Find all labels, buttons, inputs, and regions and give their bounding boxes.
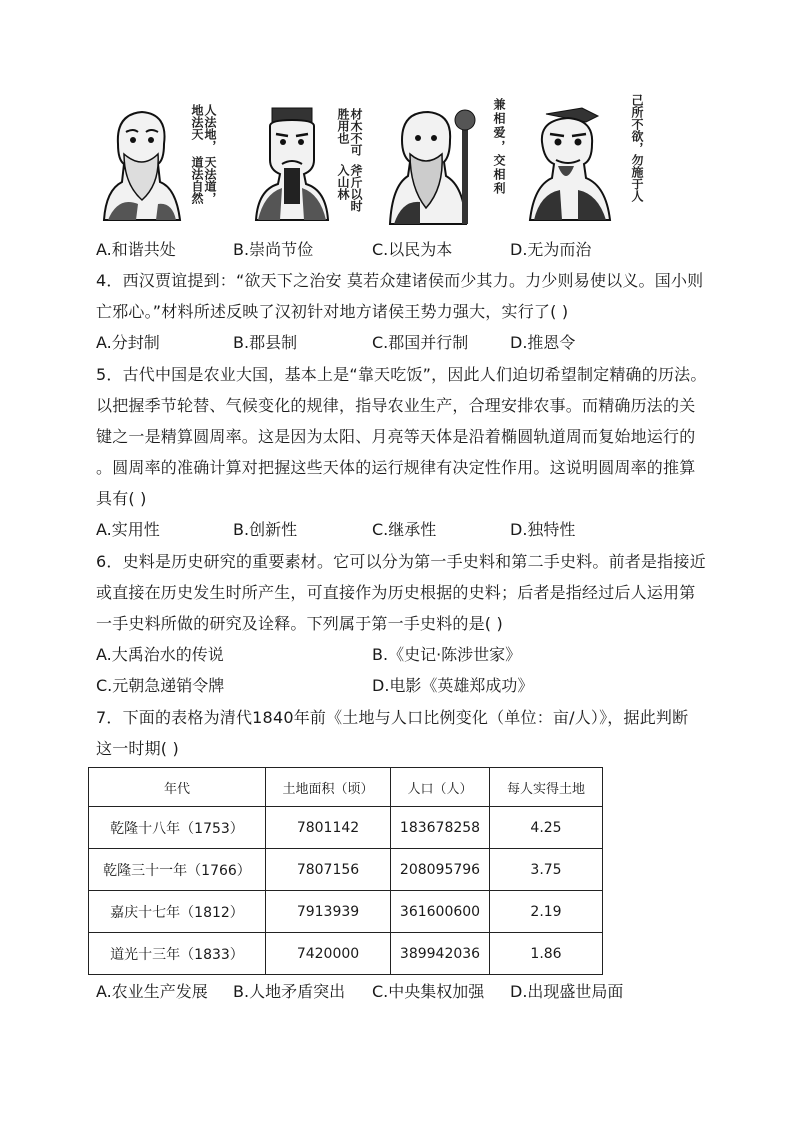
table-row bbox=[89, 849, 603, 891]
figure-mencius bbox=[252, 104, 376, 222]
table-cell: 208095796 bbox=[391, 849, 490, 891]
q7-option-a[interactable]: A.农业生产发展 bbox=[96, 982, 208, 1001]
q4-stem-line: 4．西汉贾谊提到：“欲天下之治安 莫若众建诸侯而少其力。力少则易使以义。国小则 bbox=[96, 271, 704, 290]
q7-stem-line: 这一时期( ) bbox=[96, 739, 179, 758]
table-cell: 4.25 bbox=[490, 807, 603, 849]
table-header-cell: 人口（人） bbox=[391, 768, 490, 807]
table-cell: 7801142 bbox=[266, 807, 391, 849]
caption-line: 人法地，地法天 bbox=[190, 104, 217, 152]
figure-mozi bbox=[388, 98, 514, 226]
mozi-portrait-icon bbox=[388, 104, 482, 226]
q5-stem-line: 具有( ) bbox=[96, 489, 147, 508]
q4-option-c[interactable]: C.郡国并行制 bbox=[372, 333, 469, 352]
caption-line: 斧斤以时入山林 bbox=[336, 164, 363, 212]
q7-option-c[interactable]: C.中央集权加强 bbox=[372, 982, 485, 1001]
table-header-cell: 每人实得土地 bbox=[490, 768, 603, 807]
table-cell: 183678258 bbox=[391, 807, 490, 849]
land-population-table bbox=[88, 767, 603, 975]
figure-caption-confucius bbox=[630, 94, 643, 224]
q4-option-b[interactable]: B.郡县制 bbox=[233, 333, 298, 352]
table-cell: 7420000 bbox=[266, 933, 391, 975]
figure-caption-mencius bbox=[336, 108, 362, 220]
figure-confucius bbox=[526, 94, 650, 224]
q4-stem-line: 亡邪心。”材料所述反映了汉初针对地方诸侯王势力强大，实行了( ) bbox=[96, 302, 569, 321]
q5-stem-line: 5．古代中国是农业大国，基本上是“靠天吃饭”，因此人们迫切希望制定精确的历法。 bbox=[96, 365, 707, 384]
table-cell: 乾隆三十一年（1766） bbox=[89, 849, 266, 891]
table-cell: 1.86 bbox=[490, 933, 603, 975]
q5-option-a[interactable]: A.实用性 bbox=[96, 520, 160, 539]
q6-option-a[interactable]: A.大禹治水的传说 bbox=[96, 645, 224, 664]
q3-option-c[interactable]: C.以民为本 bbox=[372, 240, 453, 259]
caption-line: 兼相爱，交相利 bbox=[492, 98, 506, 196]
confucius-portrait-icon bbox=[526, 102, 618, 222]
table-header-cell: 年代 bbox=[89, 768, 266, 807]
table-cell: 乾隆十八年（1753） bbox=[89, 807, 266, 849]
table-row bbox=[89, 891, 603, 933]
q3-option-a[interactable]: A.和谐共处 bbox=[96, 240, 176, 259]
table-cell: 嘉庆十七年（1812） bbox=[89, 891, 266, 933]
figure-caption-mozi bbox=[492, 98, 505, 226]
q7-option-b[interactable]: B.人地矛盾突出 bbox=[233, 982, 346, 1001]
caption-line: 己所不欲，勿施于人 bbox=[630, 94, 644, 202]
q6-option-d[interactable]: D.电影《英雄郑成功》 bbox=[372, 676, 534, 695]
q5-option-c[interactable]: C.继承性 bbox=[372, 520, 437, 539]
q5-stem-line: 。圆周率的准确计算对把握这些天体的运行规律有决定性作用。这说明圆周率的推算 bbox=[96, 458, 696, 477]
q6-stem-line: 一手史料所做的研究及诠释。下列属于第一手史料的是( ) bbox=[96, 614, 503, 633]
caption-line: 材木不可胜用也 bbox=[336, 108, 363, 156]
table-cell: 7807156 bbox=[266, 849, 391, 891]
table-cell: 389942036 bbox=[391, 933, 490, 975]
q6-stem-line: 6．史料是历史研究的重要素材。它可以分为第一手史料和第二手史料。前者是指接近 bbox=[96, 552, 706, 571]
laozi-portrait-icon bbox=[98, 104, 184, 222]
q6-option-b[interactable]: B.《史记·陈涉世家》 bbox=[372, 645, 522, 664]
q6-option-c[interactable]: C.元朝急递销令牌 bbox=[96, 676, 225, 695]
figure-caption-laozi bbox=[190, 104, 216, 216]
caption-line: 天法道，道法自然 bbox=[190, 156, 217, 205]
q5-option-b[interactable]: B.创新性 bbox=[233, 520, 298, 539]
table-cell: 2.19 bbox=[490, 891, 603, 933]
q5-option-d[interactable]: D.独特性 bbox=[510, 520, 576, 539]
q6-stem-line: 或直接在历史发生时所产生，可直接作为历史根据的史料；后者是指经过后人运用第 bbox=[96, 583, 696, 602]
mencius-portrait-icon bbox=[252, 104, 332, 222]
q3-option-b[interactable]: B.崇尚节俭 bbox=[233, 240, 314, 259]
table-cell: 3.75 bbox=[490, 849, 603, 891]
q4-option-a[interactable]: A.分封制 bbox=[96, 333, 160, 352]
table-row bbox=[89, 933, 603, 975]
q5-stem-line: 以把握季节轮替、气候变化的规律，指导农业生产，合理安排农事。而精确历法的关 bbox=[96, 396, 696, 415]
table-row bbox=[89, 807, 603, 849]
table-cell: 道光十三年（1833） bbox=[89, 933, 266, 975]
q4-option-d[interactable]: D.推恩令 bbox=[510, 333, 576, 352]
table-header-cell: 土地面积（顷） bbox=[266, 768, 391, 807]
q7-stem-line: 7．下面的表格为清代1840年前《土地与人口比例变化（单位：亩/人）》，据此判断 bbox=[96, 708, 689, 727]
figure-laozi bbox=[98, 104, 222, 222]
q7-option-d[interactable]: D.出现盛世局面 bbox=[510, 982, 624, 1001]
table-header-row bbox=[89, 768, 603, 807]
q5-stem-line: 键之一是精算圆周率。这是因为太阳、月亮等天体是沿着椭圆轨道周而复始地运行的 bbox=[96, 427, 696, 446]
q3-option-d[interactable]: D.无为而治 bbox=[510, 240, 592, 259]
table-cell: 7913939 bbox=[266, 891, 391, 933]
table-cell: 361600600 bbox=[391, 891, 490, 933]
